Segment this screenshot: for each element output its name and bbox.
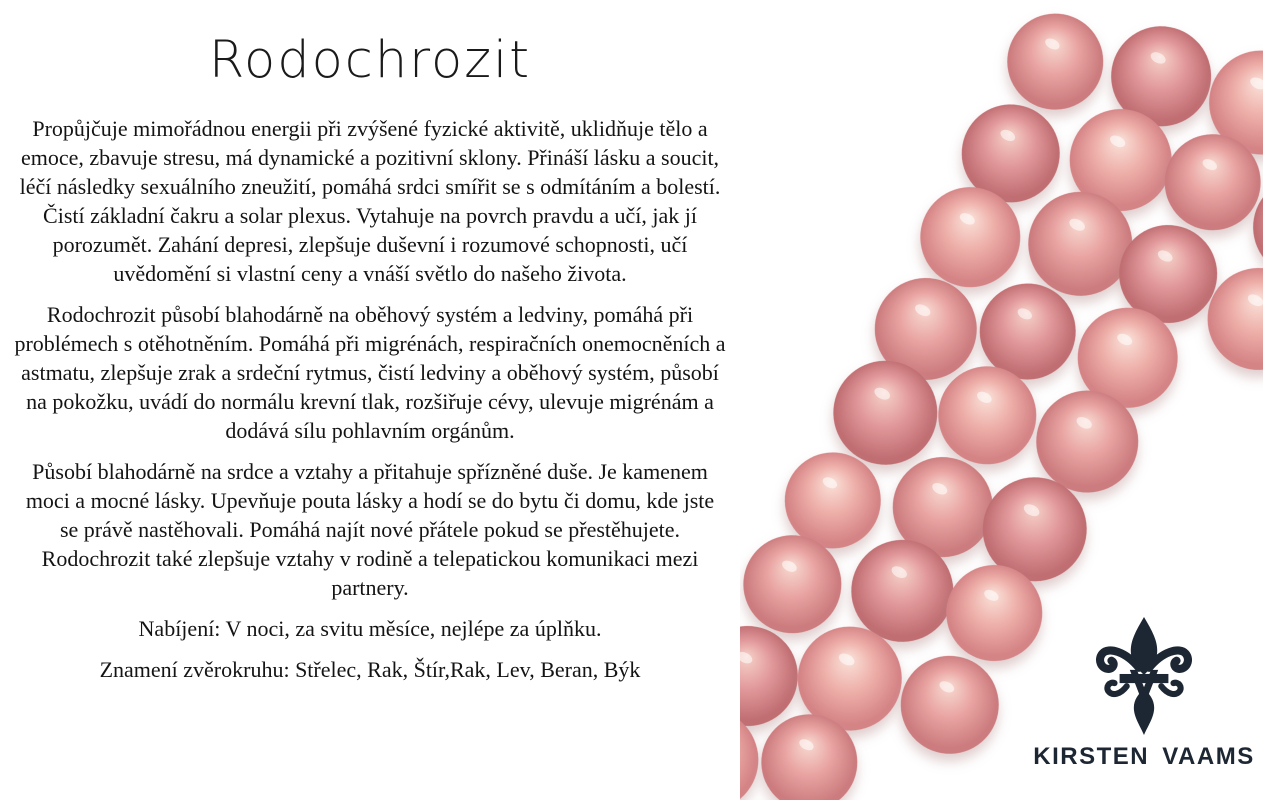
paragraph-health-properties: Rodochrozit působí blahodárně na oběhový systém a ledviny, pomáhá při problémech s otěhotněním. Pomáhá při migrénách, respiračních onemocněních a astmatu, zlepšuje zrak a srdeční rytmus, čistí ledviny a oběhový systém, působí na pokožku, uvádí do normálu krevní tlak, rozšiřuje cévy, ulevuje migrénám a dodává sílu pohlavním orgánům.: [14, 301, 726, 443]
brand-name: KIRSTEN VAAMS: [1033, 743, 1255, 770]
paragraph-zodiac-signs: Znamení zvěrokruhu: Střelec, Rak, Štír,Rak, Lev, Beran, Býk: [99, 656, 641, 682]
paragraph-energy-properties: Propůjčuje mimořádnou energii při zvýšené fyzické aktivitě, uklidňuje tělo a emoce, zbavuje stresu, má dynamické a pozitivní sklony. Přináší lásku a soucit, léčí následky sexuálního zneužití, pomáhá srdci smířit se s odmítáním a bolestí. Čistí základní čakru a solar plexus. Vytahuje na povrch pravdu a učí, jak jí porozumět. Zahání depresi, zlepšuje duševní i rozumové schopnosti, učí uvědomění si vlastní ceny a vnáší světlo do našeho života.: [19, 115, 721, 286]
paragraph-charging: Nabíjení: V noci, za svitu měsíce, nejlépe za úplňku.: [138, 615, 602, 641]
paragraph-love-properties: Působí blahodárně na srdce a vztahy a přitahuje spřízněné duše. Je kamenem moci a mocné lásky. Upevňuje pouta lásky a hodí se do bytu či domu, kde jste se právě nastěhovali. Pomáhá najít nové přátele pokud se přestěhujete. Rodochrozit také zlepšuje vztahy v rodině a telepatickou komunikaci mezi partnery.: [25, 458, 715, 600]
fleur-right-under-curl: [1161, 683, 1180, 694]
fleur-crossbar: [1120, 674, 1169, 683]
fleur-left-under-curl: [1107, 683, 1126, 694]
fleur-bottom-petal: [1134, 689, 1154, 735]
description-column: [14, 0, 726, 696]
page-title: Rodochrozit: [208, 31, 532, 90]
fleur-de-lis-icon: [1093, 615, 1195, 737]
brand-logo: [1028, 615, 1260, 771]
